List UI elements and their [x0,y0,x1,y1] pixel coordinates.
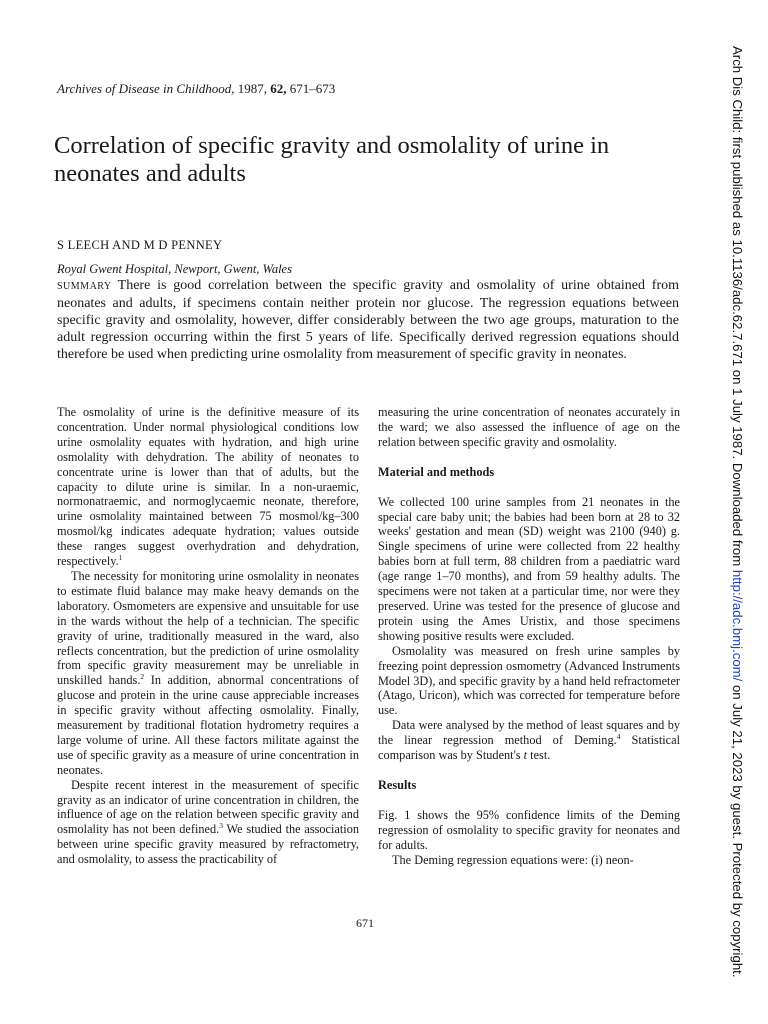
methods-paragraph-3: Data were analysed by the method of least squares and by the linear regression method of Deming.$^4$ Statistical comparison was by Student's t test. [378,718,680,763]
page-number: 671 [356,916,374,930]
methods-paragraph-1: We collected 100 urine samples from 21 neonates in the special care baby unit; the babies had been born at 28 to 32 weeks' gestation and mean (SD) weight was 2100 (940) g. Single specimens of urine were collected from 22 healthy babies born at full term, 88 children from a paediatric ward (age range 1–70 months), and from 59 healthy adults. The specimens were not taken at a particular time, nor were they preserved. Urine was tested for the presence of glucose and protein using the Ames Uristix, and those specimens showing positive results were excluded. [378,494,680,643]
sidebar-text-after: on July 21, 2023 by guest. Protected by copyright. [730,681,745,978]
results-paragraph-2: The Deming regression equations were: (i) neon- [392,852,634,867]
summary [57,277,679,363]
affiliation: Royal Gwent Hospital, Newport, Gwent, Wales [57,262,292,276]
right-column [378,405,680,867]
intro-paragraph-3: Despite recent interest in the measurement of specific gravity as an indicator of urine concentration in children, the influence of age on the relation between specific gravity and osmolality has not been defined.$^3$ We studied the association between urine specific gravity measured by refractometry, and osmolality, to assess the practicability of [57,777,360,867]
summary-text: There is good correlation between the specific gravity and osmolality of urine obtained from neonates and adults, if specimens contain neither protein nor glucose. The regression equations between specific gravity and osmolality, however, differ considerably between the two age groups, maturation to the adult regression occurring within the first 5 years of life. Specifically derived regression equations should therefore be used when predicting urine osmolality from measurement of specific gravity in neonates. [57,278,679,362]
methods-heading: Material and methods [378,464,495,479]
journal-year: 1987, [237,81,268,96]
journal-citation [57,81,335,97]
intro-paragraph-2: The necessity for monitoring urine osmolality in neonates to estimate fluid balance may make heavy demands on the laboratory. Osmometers are expensive and unsuitable for use in the wards without the help of a technician. The specific gravity of urine, traditionally measured in the ward, also reflects concentration, but the prediction of urine osmolality from specific gravity measurement may be unreliable in unskilled hands.$^2$ In addition, abnormal concentrations of glucose and protein in the urine cause appreciable increases in specific gravity without affecting osmolality. Finally, measurement by traditional flotation hydrometry requires a large volume of urine. All these factors militate against the use of specific gravity as a measure of urine concentration in neonates. [57,568,359,777]
reference-3: 3 [219,821,223,831]
left-column [57,405,359,867]
summary-label: SUMMARY [57,281,112,292]
copyright-sidebar [729,46,745,986]
intro-continuation: measuring the urine concentration of neonates accurately in the ward; we also assessed the influence of age on the relation between specific gravity and osmolality. [378,405,680,449]
reference-2: 2 [140,672,145,682]
journal-pages: 671–673 [289,81,336,96]
journal-name: Archives of Disease in Childhood, [57,81,235,96]
intro-paragraph-1: The osmolality of urine is the definitive measure of its concentration. Under normal physiological conditions low urine osmolality equates with hydration, and high urine osmolality with dehydration. The ability of neonates to concentrate urine is lower than that of adults, but the capacity to dilute urine is similar. In a non-uraemic, normonatraemic, and normoglycaemic neonate, therefore, urine osmolality maintained between 75 mosmol/kg–300 mosmol/kg indicates adequate hydration; values outside these ranges suggest overhydration and dehydration, respectively.$^1$ [57,405,359,569]
results-heading: Results [378,777,417,792]
methods-paragraph-2: Osmolality was measured on fresh urine samples by freezing point depression osmometry (Advanced Instruments Model 3D), and specific gravity by a hand held refractometer (Atago, Uricon), which was corrected for temperature before use. [378,643,680,718]
reference-1: 1 [118,552,123,562]
journal-website-link[interactable]: http://adc.bmj.com/ [730,569,745,682]
authors: S LEECH AND M D PENNEY [57,238,223,252]
journal-volume: 62, [270,81,287,96]
results-paragraph-1: Fig. 1 shows the 95% confidence limits of the Deming regression of osmolality to specific gravity for neonates and for adults. [378,807,680,852]
article-title: Correlation of specific gravity and osmolality of urine in neonates and adults [54,132,610,187]
sidebar-text-before: Arch Dis Child: first published as 10.1136/adc.62.7.671 on 1 July 1987. Downloaded from [730,46,745,570]
reference-4: 4 [616,732,621,742]
